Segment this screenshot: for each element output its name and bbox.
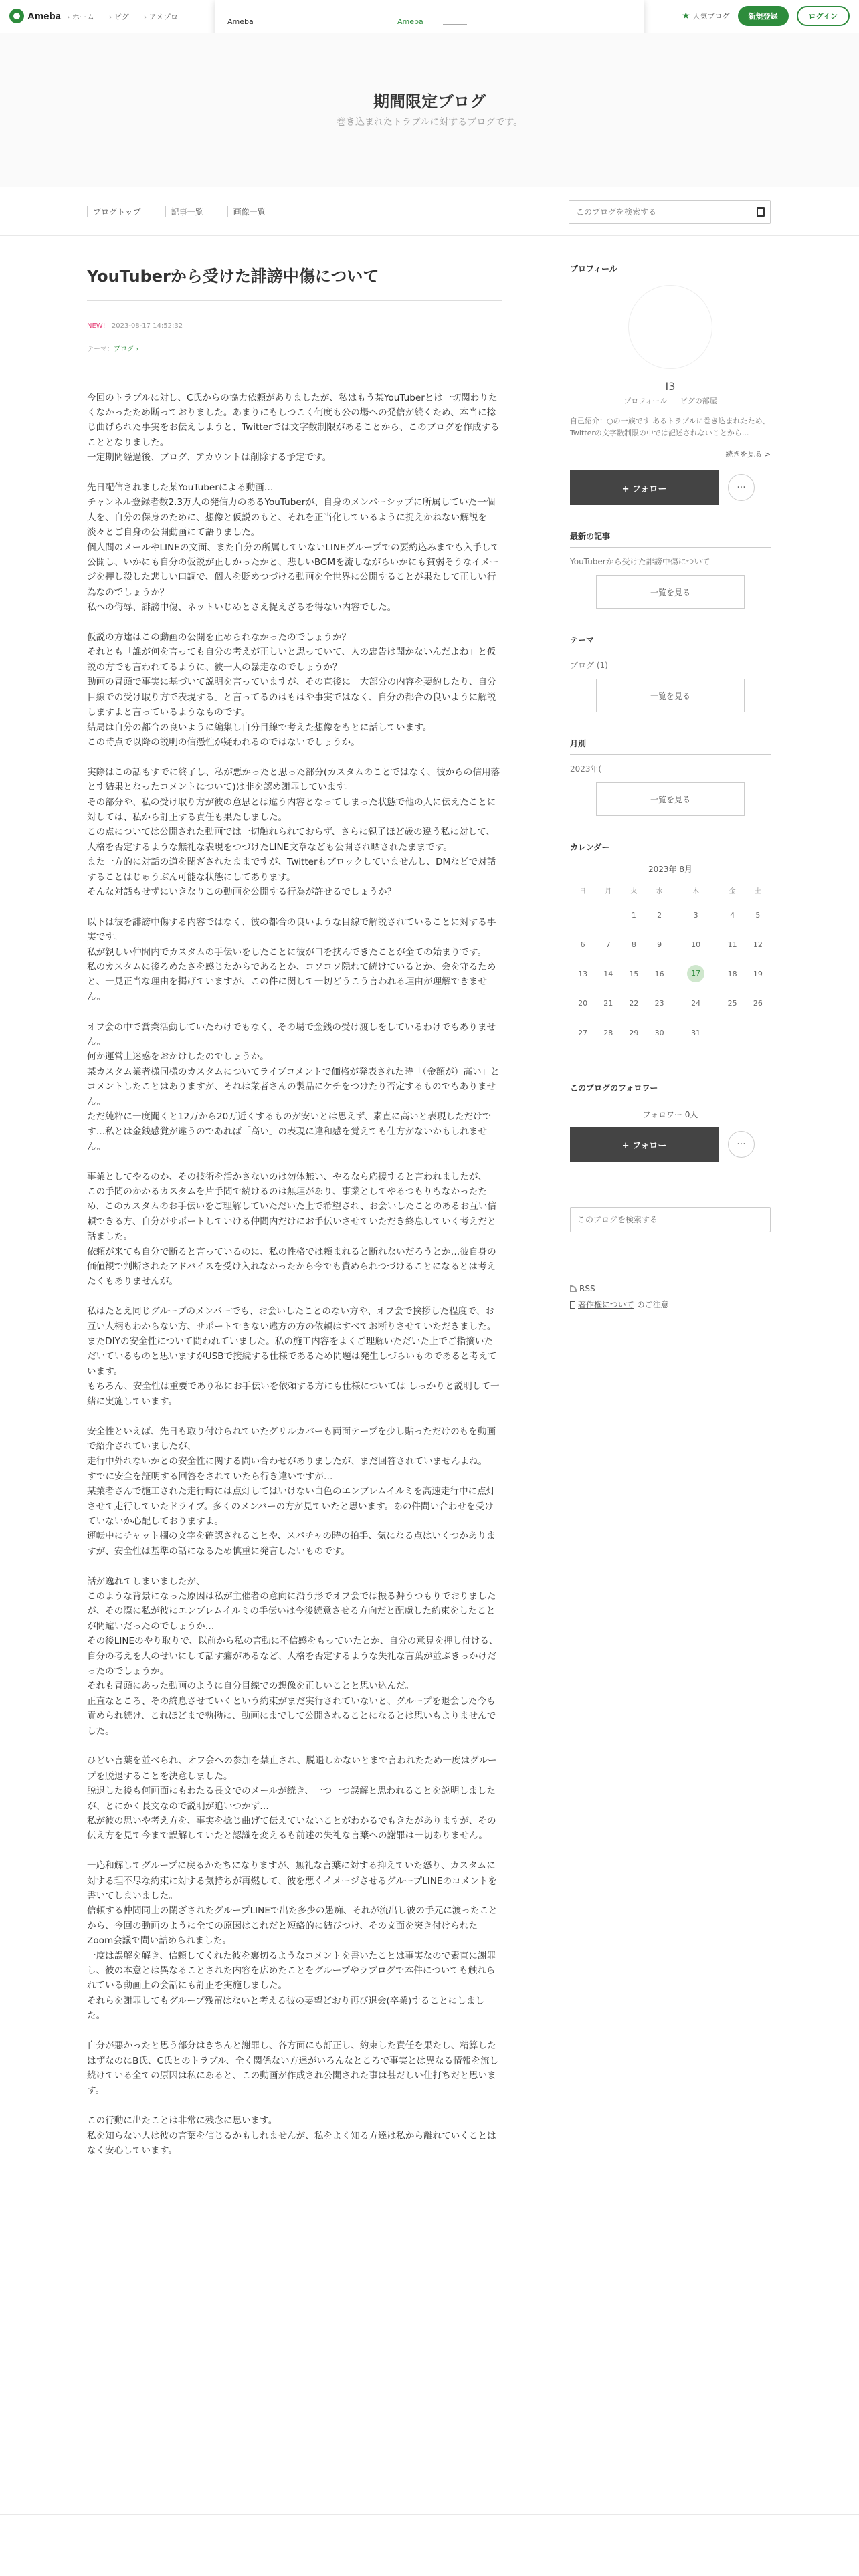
calendar-body	[570, 900, 771, 1047]
calendar-day	[595, 900, 621, 930]
calendar-day[interactable]	[720, 900, 745, 930]
rss-row	[570, 1281, 771, 1297]
nav-image-list[interactable]: 画像一覧	[227, 206, 290, 217]
monthly-block	[570, 738, 771, 816]
recent-heading: 最新の記事	[570, 530, 771, 548]
followers-block	[570, 1082, 771, 1162]
calendar-day[interactable]	[672, 1018, 720, 1047]
calendar-day[interactable]	[745, 930, 771, 959]
entry-paragraph: 安全性といえば、先日も取り付けられていたグリルカバーも両面テープを少し貼っただけのもを動画で紹介されていましたが、 走行中外れないかとの安全性に関する問い合わせがありましたが、まだ回答されていませんよね。 すでに安全を証明する回答をされていたら行き違いですが… 某業者さんで施工された走行時には点灯してはいけない白色のエンブレムイルミを高速走行中に点灯させて走行していたドライブ。多くのメンバーの方が見ていたと思います。あの件問い合わせを受けていないか心配しておりますよ。 運転中にチャット欄の文字を確認されることや、スパチャの時の拍手、気になる点はいくつかありますが、安全性は基準の話になるため慎重に発言したいものです。	[87, 1426, 496, 1557]
blog-search-input[interactable]	[569, 201, 743, 223]
sidebar	[570, 236, 771, 1313]
follower-count[interactable]: フォロワー 0人	[642, 1110, 698, 1119]
copyright-row	[570, 1297, 771, 1313]
calendar-day-number: 19	[753, 969, 763, 978]
popup-divider	[443, 24, 467, 25]
calendar-day-number: 21	[603, 998, 613, 1008]
avatar[interactable]	[628, 285, 712, 369]
rss-icon	[570, 1285, 577, 1292]
logo-text: Ameba	[27, 10, 62, 22]
rss-link[interactable]: RSS	[579, 1284, 595, 1293]
calendar-day-number: 6	[580, 940, 585, 949]
blog-header	[0, 33, 859, 187]
entry-paragraph: 事業としてやるのか、その技術を活かさないのは勿体無い、やるなら応援すると言われましたが、 この手間のかかるカスタムを片手間で続けるのは無理があり、事業としてやるつもりもなかったため、このカスタムのお手伝いをご理解していただいた上で希望され、お会いしたことのあるお互い信頼できる方、自分がサポートしていける仲間内だけにお手伝いさせていただき終息していく考えだと話ました。 依頼が来ても自分で断ると言っているのに、私の性格では頼まれると断れないだろうとか…彼自身の価値観で判断されたアドバイスを受け入れなかったから今でも責められつづけることになるとは考えたくもありませんが。	[87, 1171, 496, 1287]
document-icon	[570, 1301, 575, 1309]
calendar-day[interactable]	[720, 988, 745, 1018]
blog-nav	[0, 188, 859, 236]
theme-label: テーマ：	[87, 345, 114, 353]
popup-link[interactable]: Ameba	[397, 17, 423, 26]
popular-blogs-label: 人気ブログ	[692, 12, 730, 21]
nav-blog-top[interactable]: ブログトップ	[87, 206, 165, 217]
chevron-right-icon: ›	[136, 345, 139, 353]
calendar-day-number: 18	[727, 969, 737, 978]
calendar-day-number: 5	[755, 910, 761, 920]
entry-paragraph: 今回のトラブルに対し、C氏からの協力依頼がありましたが、私はもう某YouTuberとは一切関わりたくなかったため断っておりました。あまりにもしつこく何度も公の場への発信が続くため、本当に捻じ曲げられた事実をお伝えしようと、Twitterでは文字数制限があることから、このブログを作成することとなりました。 一定期間経過後、ブログ、アカウントは削除する予定です。	[87, 392, 500, 463]
calendar-day[interactable]	[621, 988, 646, 1018]
follow-row	[570, 470, 771, 505]
calendar-day-number: 30	[654, 1028, 664, 1037]
calendar-day[interactable]	[647, 900, 672, 930]
entry-datetime: 2023-08-17 14:52:32	[111, 322, 183, 330]
calendar-day[interactable]	[647, 959, 672, 988]
calendar-day[interactable]	[570, 959, 595, 988]
entry-paragraph: 実際はこの話もすでに終了し、私が悪かったと思った部分(カスタムのことではなく、彼からの信用落とす結果となったコメントについて)は非を認め謝罪しています。 その部分や、私の受け取り方が彼の意思とは違う内容となってしまった状態で他の人に伝えたことに対しては、私から訂正する責任も果たしました。 この点については公開された動画では一切触れられておらず、さらに親子ほど歳の違う私に対して、人格を否定するような無礼な表現をつづけたLINE文章なども公開され晒されたままです。 また一方的に対話の道を閉ざされたままですが、Twitterもブロックしていませんし、DMなどで対話することはじゅうぶん可能な状態にしてあります。 そんな対話もせずにいきなりこの動画を公開する行為が許せるでしょうか？	[87, 766, 500, 897]
follow-button[interactable]: + フォロー	[570, 470, 719, 505]
entry-paragraph: この行動に出たことは非常に残念に思います。 私を知らない人は彼の言葉を信じるかもしれませんが、私をよく知る方達は私から離れていくことはなく安心しています。	[87, 2115, 496, 2156]
calendar-day[interactable]	[595, 1018, 621, 1047]
calendar-day-number: 28	[603, 1028, 613, 1037]
sidebar-links	[570, 1281, 771, 1313]
entry-paragraph: 一応和解してグループに戻るかたちになりますが、無礼な言葉に対する抑えていた怒り、カスタムに対する理不尽な約束に対する気持ちが再燃して、彼を悪くイメージさせるグループLINEのコメントを書いてしまいました。 信頼する仲間同士の閉ざされたグループLINEで出た多少の愚痴、それが流出し彼の手元に渡ったことから、今回の動画のように全ての原因はこれだと短絡的に結びつけ、その文面を突き付けられたZoom会議で問い詰められました。 一度は誤解を解き、信頼してくれた彼を裏切るようなコメントを書いたことは事実なので素直に謝罪し、彼の本意とは異なることされた内容を広めたことをグループやラブログで本件についても触れられている動画上の会話にも訂正を実施しました。 それらを謝罪してもグループ残留はないと考える彼の要望どおり再び退会(卒業)することにしました。	[87, 1860, 498, 2022]
calendar-day[interactable]	[621, 900, 646, 930]
copyright-link[interactable]: 著作権について	[578, 1300, 634, 1309]
calendar-day[interactable]	[570, 988, 595, 1018]
calendar-day-number: 4	[730, 910, 735, 920]
calendar-day-number: 14	[603, 969, 613, 978]
theme-item-link[interactable]: ブログ (1)	[570, 661, 608, 670]
footer-divider	[0, 2514, 859, 2515]
weekday-label: 金	[729, 887, 736, 895]
calendar-day[interactable]	[745, 900, 771, 930]
blog-title[interactable]: 期間限定ブログ	[373, 92, 486, 111]
calendar-day[interactable]	[647, 930, 672, 959]
calendar-day-number: 12	[753, 940, 763, 949]
calendar-day-number: 27	[578, 1028, 588, 1037]
calendar-day-number: 20	[578, 998, 588, 1008]
entry-title[interactable]: YouTuberから受けた誹謗中傷について	[87, 265, 502, 301]
weekday-label: 木	[692, 887, 700, 895]
calendar-day[interactable]	[672, 959, 720, 988]
calendar-day-number: 1	[631, 910, 636, 920]
recent-list-button[interactable]: 一覧を見る	[596, 575, 745, 609]
copyright-suffix: のご注意	[636, 1300, 669, 1309]
nav-entry-list[interactable]: 記事一覧	[165, 206, 227, 217]
calendar-day-number: 23	[654, 998, 664, 1008]
calendar-day[interactable]	[570, 1018, 595, 1047]
calendar-day-number: 16	[654, 969, 664, 978]
calendar-day-number: 9	[657, 940, 662, 949]
calendar-day-number: 13	[578, 969, 588, 978]
read-more-link[interactable]: 続きを見る >	[725, 450, 771, 459]
calendar-day-number: 31	[691, 1028, 701, 1037]
blog-search	[569, 200, 771, 224]
calendar-day[interactable]	[595, 988, 621, 1018]
month-heading: 月別	[570, 738, 771, 755]
calendar-day-number: 11	[727, 940, 737, 949]
calendar-week	[570, 900, 771, 930]
login-button[interactable]: ログイン	[797, 6, 850, 26]
entry-theme	[87, 343, 502, 353]
calendar-day[interactable]	[745, 959, 771, 988]
entry-meta	[87, 322, 502, 330]
nav-ameblo[interactable]: › アメブロ	[144, 11, 178, 22]
calendar-day-number: 7	[605, 940, 611, 949]
profile-description: 自己紹介：○の一族です あるトラブルに巻き込まれたため、Twitterの文字数制限の中では記述されないことから...	[570, 417, 770, 437]
profile-links	[570, 395, 771, 406]
entry-paragraph: 話が逸れてしまいましたが、 このような背景になった原因は私が主催者の意向に沿う形でオフ会では振る舞うつもりでおりましたが、その際に私が彼にエンブレムイルミの手伝いは今後続意させる方向だと配慮した約束をしたことが間違いだったのでしょうか… その後LINEのやり取りで、以前から私の言動に不信感をもっていたとか、自分の意見を押し付ける、自分の考えを人のせいにして話す癖があるなど、人格を否定するような失礼な言葉が並ぶきっかけだったのでしょうか。 それも冒頭にあった動画のように自分目線での想像を正しいことと思い込んだ。 正直なところ、その終息させていくという約束がまだ実行されていないと、グループを退会した今も責められ続け、これほどまで執拗に、動画にまでして公開されることになるとは思いもよりませんでした。	[87, 1576, 498, 1737]
calendar-week	[570, 988, 771, 1018]
calendar-day[interactable]	[720, 930, 745, 959]
search-icon[interactable]	[757, 207, 765, 217]
weekday-label: 日	[579, 887, 587, 895]
theme-link[interactable]: ブログ	[114, 345, 134, 353]
global-nav	[67, 11, 178, 22]
calendar-week	[570, 1018, 771, 1047]
crown-icon: ★	[681, 11, 690, 21]
month-item-link[interactable]: 2023年(	[570, 764, 602, 774]
calendar-day-number: 26	[753, 998, 763, 1008]
calendar-day-number: 10	[691, 940, 701, 949]
entry-paragraph: ひどい言葉を並べられ、オフ会への参加を禁止され、脱退しかないとまで言われたため一度はグループを脱退することを決意しました。 脱退した後も何画面にもわたる長文でのメールが続き、一つ一つ誤解と思われることを説明しましたが、とにかく長文なので説明が追いつかず… 私が彼の思いや考え方を、事実を捻じ曲げて伝えていないことがわかるでもきたがありますが、その伝え方を見て今まで誤解していたと認識を変えるも前述の失礼な言葉への謝罪は一切ありません。	[87, 1755, 497, 1842]
entry-paragraph: 仮説の方達はこの動画の公開を止められなかったのでしょうか？ それとも「誰が何を言っても自分の考えが正しいと思っていて、人の忠告は聞かないんだよね」と仮説の方でも言われてるように、彼一人の暴走なのでしょうか？ 動画の冒頭で事実に基づいて説明を言っていますが、その直後に「大部分の内容を要約したり、自分目線での受け取り方で表現する」と言ってるのはもはや事実ではなく、自分の都合の良いように解説しますよと言っているようなものです。 結局は自分の都合の良いように編集し自分目線で考えた想像をもとに話しています。 この時点で以降の説明の信憑性が疑われるのではないでしょうか。	[87, 632, 496, 748]
popup-title: Ameba	[227, 17, 254, 26]
weekday-label: 水	[656, 887, 663, 895]
calendar-block	[570, 841, 771, 1047]
calendar-day-number: 2	[657, 910, 662, 920]
nav-home[interactable]: › ホーム	[67, 11, 94, 22]
calendar-day[interactable]	[621, 959, 646, 988]
calendar-title: 2023年 8月	[648, 865, 692, 874]
calendar-day-number: 22	[629, 998, 639, 1008]
calendar-day[interactable]	[720, 959, 745, 988]
calendar-day[interactable]	[745, 988, 771, 1018]
follow-button-2[interactable]: + フォロー	[570, 1127, 719, 1162]
calendar-day-number: 24	[691, 998, 701, 1008]
calendar-day[interactable]	[621, 930, 646, 959]
calendar-day	[745, 1018, 771, 1047]
calendar-table	[570, 880, 771, 1047]
month-list-button[interactable]: 一覧を見る	[596, 782, 745, 816]
weekday-label: 土	[754, 887, 761, 895]
pigg-room-link[interactable]: ピグの部屋	[680, 397, 717, 405]
profile-link[interactable]: プロフィール	[624, 397, 668, 405]
calendar-day[interactable]	[647, 1018, 672, 1047]
calendar-week	[570, 930, 771, 959]
recent-entries	[570, 530, 771, 609]
entry-paragraph: 先日配信されました某YouTuberによる動画… チャンネル登録者数2.3万人の発信力のあるYouTuberが、自身のメンバーシップに所属していた一個人を、自分の保身のために、想像と仮説のもと、それを正当化しているように捉えかねない解説を淡々とご自身の公開動画にて語りました。 個人間のメールやLINEの文面、また自分の所属していないLINEグループでの要約込みまでも入手して公開し、いかにも自分の仮説が正しかったかと、悲しいBGMを流しながらいかにも貧弱そうなイメージを押し殺した悲しい口調で、個人を貶めつづける動画を全世界に公開することが果たして正しい行為なのでしょうか？ 私への侮辱、誹謗中傷、ネットいじめとさえ捉えざるを得ない内容でした。	[87, 482, 500, 613]
entry-paragraph: 自分が悪かったと思う部分はきちんと謝罪し、各方面にも訂正し、約束した責任を果たし、精算したはずなのにB氏、C氏とのトラブル、全く関係ない方達がいろんなところで事実とは異なる情報を流し続けている全ての原因は私にあると、この動画が作成され公開された事は甚だしい仕打ちだと思います。	[87, 2040, 499, 2097]
calendar-day[interactable]	[595, 930, 621, 959]
calendar-day[interactable]	[621, 1018, 646, 1047]
entry-paragraph: 私はたとえ同じグループのメンバーでも、お会いしたことのない方や、オフ会で挨拶した程度で、お互い人柄もわからない方、サポートできない遠方の方の依頼はすべてお断りさせていただきました。 またDIYの安全性について問われていました。私の施工内容をよくご理解いただいた上でご指摘いただいているものと思いますがUSBで接続する仕様であるため問題は発生しづらいものであると考えています。 もちろん、安全性は重要であり私にお手伝いを依頼する方にも仕様については しっかりと説明して一緒に実施しています。	[87, 1306, 500, 1407]
more-options-icon[interactable]: ···	[728, 474, 755, 501]
weekday-label: 月	[605, 887, 612, 895]
calendar-day-number: 17	[687, 965, 704, 982]
more-options-icon[interactable]: ···	[728, 1131, 755, 1158]
ameba-logo-icon	[9, 9, 24, 23]
calendar-day	[720, 1018, 745, 1047]
nav-pigg[interactable]: › ピグ	[109, 11, 129, 22]
theme-heading: テーマ	[570, 634, 771, 651]
main-column	[87, 236, 502, 2173]
calendar-day[interactable]	[672, 900, 720, 930]
blog-description: 巻き込まれたトラブルに対するブログです。	[336, 117, 523, 128]
calendar-week	[570, 959, 771, 988]
calendar-day[interactable]	[595, 959, 621, 988]
calendar-day[interactable]	[570, 930, 595, 959]
calendar-day[interactable]	[672, 930, 720, 959]
entry-paragraph: 以下は彼を誹謗中傷する内容ではなく、彼の都合の良いような目線で解説されていることに対する事実です。 私が親しい仲間内でカスタムの手伝いをしたことに彼が口を挟んできたことが全ての始まりです。 私のカスタムに後ろめたさを感じたからであるとか、コソコソ隠れて続けているとか、会を守るためと、一見正当な理由を掲げていますが、この件に関して一切どうこう言われる理由が理解できません。	[87, 916, 496, 1002]
signup-button[interactable]: 新規登録	[738, 6, 789, 26]
header-actions	[682, 6, 850, 26]
calendar-day-number: 25	[727, 998, 737, 1008]
popular-blogs-link[interactable]	[682, 11, 730, 21]
entry-paragraph: オフ会の中で営業活動していたわけでもなく、その場で金銭の受け渡しをしているわけでもありません。 何か運営上迷惑をおかけしたのでしょうか。 某カスタム業者様同様のカスタムについてライブコメントで価格が発表された時「（金額が）高い」とコメントしたことはありますが、それは業者さんの製品にケチをつけたり否定するものでもありません。 ただ純粋に一度聞くと12万から20万近くするものが安いとは思えず、素直に高いと表現しただけです…私とは金銭感覚が違うのであれば「高い」の表現に違和感を覚えても仕方がないかもしれません。	[87, 1021, 500, 1152]
ameba-logo[interactable]	[9, 9, 61, 23]
calendar-day-number: 15	[629, 969, 639, 978]
calendar-day-number: 8	[631, 940, 636, 949]
calendar-day[interactable]	[672, 988, 720, 1018]
calendar-day	[570, 900, 595, 930]
calendar-day[interactable]	[647, 988, 672, 1018]
calendar-day-number: 29	[629, 1028, 639, 1037]
sidebar-search	[570, 1207, 771, 1232]
theme-list-button[interactable]: 一覧を見る	[596, 679, 745, 712]
profile-heading: プロフィール	[570, 264, 617, 274]
recent-entry-link[interactable]: YouTuberから受けた誹謗中傷について	[570, 557, 710, 566]
new-badge: NEW!	[87, 322, 106, 330]
follow-row-2	[570, 1127, 771, 1162]
profile-name[interactable]: I3	[665, 380, 676, 393]
calendar-heading: カレンダー	[570, 843, 610, 852]
followers-heading: このブログのフォロワー	[570, 1082, 771, 1099]
calendar-day-number: 3	[693, 910, 698, 920]
sidebar-search-input[interactable]	[571, 1208, 745, 1232]
theme-block	[570, 634, 771, 712]
entry-body	[87, 391, 502, 2159]
weekday-label: 火	[630, 887, 638, 895]
blog-nav-items	[87, 206, 290, 217]
